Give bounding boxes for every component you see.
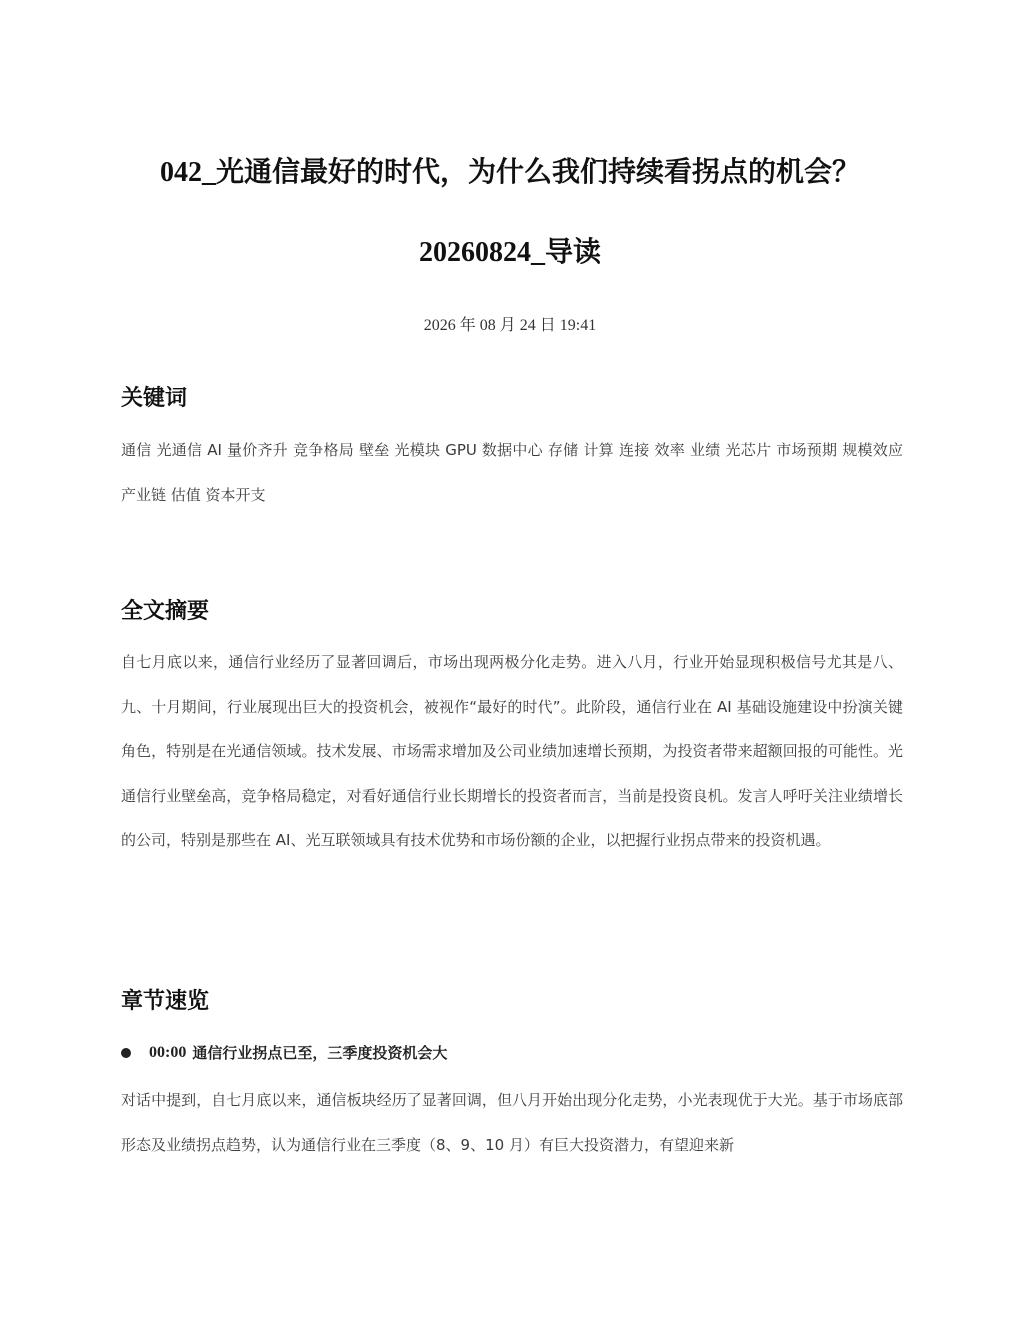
chapter-title: 通信行业拐点已至，三季度投资机会大 xyxy=(192,1044,448,1062)
keywords-heading: 关键词 xyxy=(121,386,188,411)
chapter-item xyxy=(121,1042,447,1063)
keywords-text: 通信 光通信 AI 量价齐升 竞争格局 壁垒 光模块 GPU 数据中心 存储 计算 连接 效率 业绩 光芯片 市场预期 规模效应 产业链 估值 资本开支 xyxy=(121,441,903,504)
chapters-heading: 章节速览 xyxy=(121,989,210,1014)
chapter-timestamp: 00:00 xyxy=(149,1043,187,1061)
document-subtitle: 20260824_导读 xyxy=(418,237,601,268)
summary-heading: 全文摘要 xyxy=(121,599,210,624)
bullet-icon xyxy=(121,1048,131,1058)
summary-text: 自七月底以来，通信行业经历了显著回调后，市场出现两极分化走势。进入八月，行业开始显现积极信号尤其是八、九、十月期间，行业展现出巨大的投资机会，被视作“最好的时代”。此阶段，通信行业在 AI 基础设施建设中扮演关键角色，特别是在光通信领域。技术发展、市场需求增加及公司业绩加速增长预期，为投资者带来超额回报的可能性。光通信行业壁垒高，竞争格局稳定，对看好通信行业长期增长的投资者而言，当前是投资良机。发言人呼吁关注业绩增长的公司，特别是那些在 AI、光互联领域具有技术优势和市场份额的企业，以把握行业拐点带来的投资机遇。 xyxy=(121,653,903,849)
chapter-text: 对话中提到，自七月底以来，通信板块经历了显著回调，但八月开始出现分化走势，小光表现优于大光。基于市场底部形态及业绩拐点趋势，认为通信行业在三季度（8、9、10 月）有巨大投资潜力，有望迎来新 xyxy=(121,1091,903,1154)
document-title: 042_光通信最好的时代，为什么我们持续看拐点的机会？ xyxy=(159,157,860,188)
document-date: 2026 年 08 月 24 日 19:41 xyxy=(423,317,597,334)
